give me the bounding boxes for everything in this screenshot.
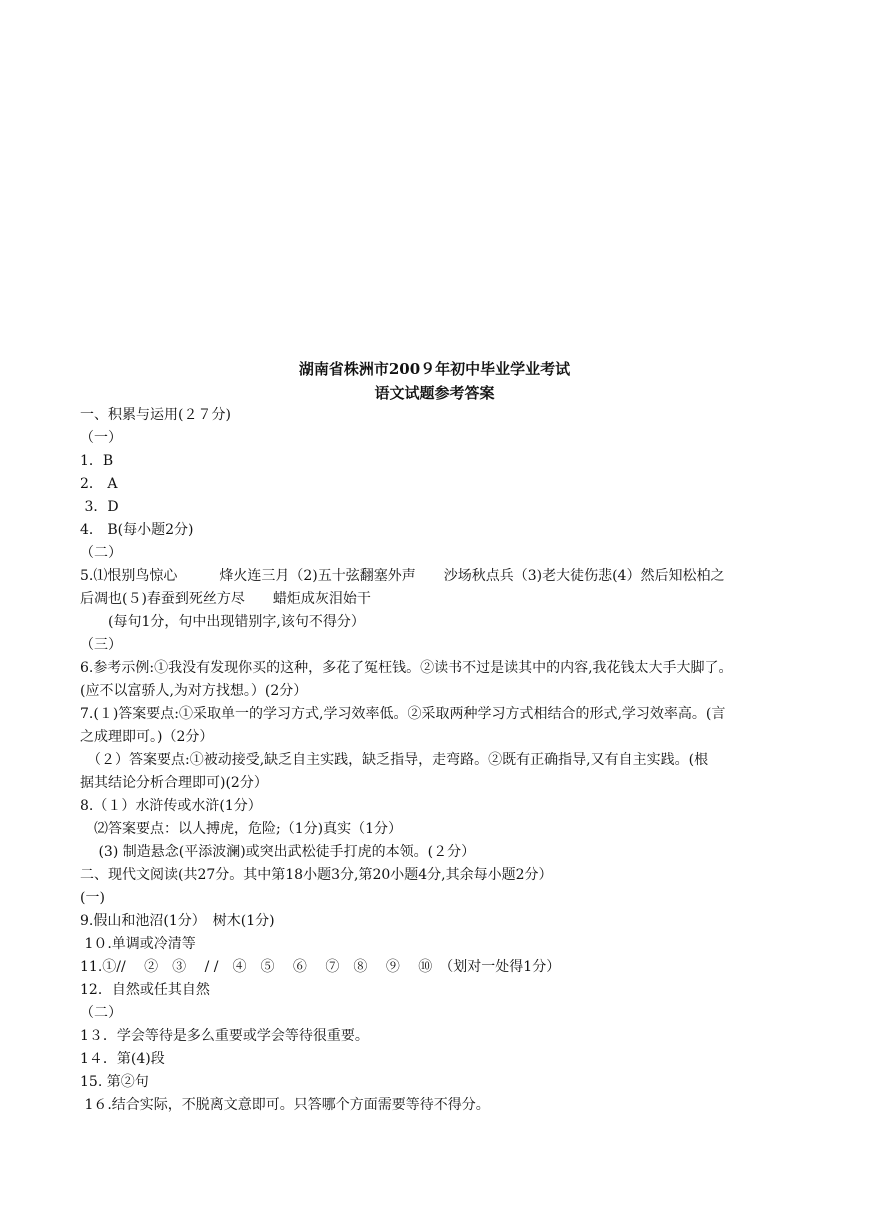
document-subtitle: 语文试题参考答案 xyxy=(374,384,495,402)
answer-line: (3) 制造悬念(平添波澜)或突出武松徒手打虎的本领。(２分） xyxy=(80,844,476,860)
document-title: 湖南省株洲市200９年初中毕业学业考试 xyxy=(298,360,571,378)
answer-line: 2． A xyxy=(80,476,118,492)
answer-line: 3．D xyxy=(80,499,119,515)
answer-line: 1．B xyxy=(80,453,114,469)
section-heading: 一、积累与运用(２７分) xyxy=(80,407,231,423)
answer-line: 6.参考示例:①我没有发现你买的这种，多花了冤枉钱。②读书不过是读其中的内容,我花钱太大手大脚了。 xyxy=(80,660,733,676)
answer-line: 11.①// ② ③ / / ④ ⑤ ⑥ ⑦ ⑧ ⑨ ⑩ （划对一处得1分） xyxy=(80,959,561,975)
answer-note: (每句1分，句中出现错别字,该句不得分） xyxy=(80,614,365,630)
answer-line: 1６.结合实际，不脱离文意即可。只答哪个方面需要等待不得分。 xyxy=(80,1097,490,1113)
answer-line: 9.假山和池沼(1分） 树木(1分) xyxy=(80,913,275,929)
answer-line: 1３．学会等待是多么重要或学会等待很重要。 xyxy=(80,1028,369,1044)
answer-line: 15. 第②句 xyxy=(80,1074,149,1090)
answer-line: （２）答案要点:①被动接受,缺乏自主实践，缺乏指导，走弯路。②既有正确指导,又有自主实践。(根 xyxy=(80,752,709,768)
answer-line: ⑵答案要点：以人搏虎，危险;（1分)真实（1分） xyxy=(80,821,402,837)
answer-line: 5.⑴恨别鸟惊心 烽火连三月（2)五十弦翻塞外声 沙场秋点兵（3)老大徒伤悲(4）然后知松柏之 xyxy=(80,568,725,584)
answer-line: 之成理即可。)（2分） xyxy=(80,729,214,745)
answer-line: (应不以富骄人,为对方找想。）(2分） xyxy=(80,683,308,699)
answer-line: 1４．第(4)段 xyxy=(80,1051,165,1067)
section-heading: 二、现代文阅读(共27分。其中第18小题3分,第20小题4分,其余每小题2分） xyxy=(80,867,553,883)
answer-line: 8.（１）水浒传或水浒(1分） xyxy=(80,798,262,814)
subsection-label: （二） xyxy=(80,1005,122,1021)
answer-line: 7.(１)答案要点:①采取单一的学习方式,学习效率低。②采取两种学习方式相结合的形式,学习效率高。(言 xyxy=(80,706,726,722)
subsection-label: （三） xyxy=(80,637,122,653)
answer-line: 1０.单调或冷清等 xyxy=(80,936,196,952)
subsection-label: （二） xyxy=(80,545,122,561)
answer-line: 后凋也(５)春蚕到死丝方尽 蜡炬成灰泪始干 xyxy=(80,591,371,607)
subsection-label: (一) xyxy=(80,890,105,906)
subsection-label: （一） xyxy=(80,430,122,446)
answer-line: 4． B(每小题2分) xyxy=(80,522,194,538)
answer-line: 据其结论分析合理即可)(2分） xyxy=(80,775,268,791)
answer-line: 12．自然或任其自然 xyxy=(80,982,210,998)
